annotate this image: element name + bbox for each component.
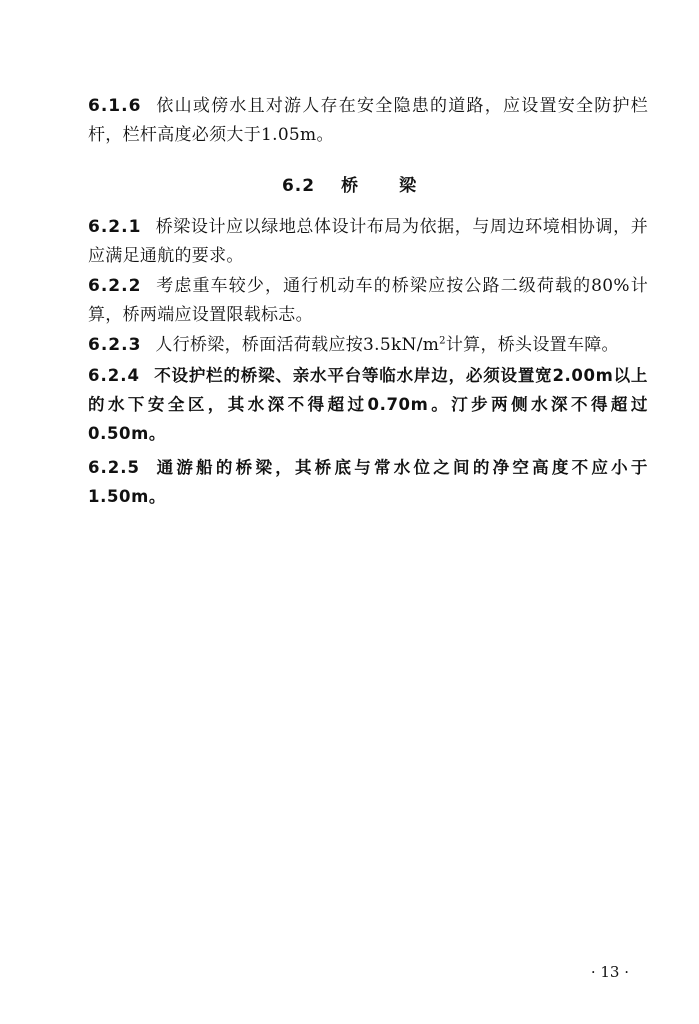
clause-6-2-5: [88, 453, 648, 511]
clause-number: 6.2.3: [88, 335, 142, 355]
clause-6-2-3: [88, 331, 648, 360]
clause-text: 桥梁设计应以绿地总体设计布局为依据，与周边环境相协调，并应满足通航的要求。: [88, 217, 648, 266]
section-title-part-1: 桥: [341, 176, 360, 196]
superscript: 2: [439, 335, 446, 347]
clause-6-1-6: [88, 92, 648, 150]
clause-text-before: 人行桥梁，桥面活荷载应按3.5kN/m: [155, 335, 440, 355]
clause-number: 6.1.6: [88, 96, 142, 116]
clause-number: 6.2.1: [88, 217, 142, 237]
clause-text: 通游船的桥梁，其桥底与常水位之间的净空高度不应小于1.50m。: [88, 458, 648, 506]
clause-text: 依山或傍水且对游人存在安全隐患的道路，应设置安全防护栏杆，栏杆高度必须大于1.05m。: [88, 96, 648, 145]
clause-number: 6.2.2: [88, 276, 142, 296]
clause-text: 不设护栏的桥梁、亲水平台等临水岸边，必须设置宽2.00m以上的水下安全区，其水深不得超过0.70m。汀步两侧水深不得超过0.50m。: [88, 366, 648, 443]
clause-number: 6.2.4: [88, 366, 140, 385]
section-number: 6.2: [281, 176, 316, 196]
section-title-part-2: 梁: [399, 176, 418, 196]
clause-6-2-2: [88, 272, 648, 330]
clause-6-2-1: [88, 213, 648, 271]
clause-text: 考虑重车较少，通行机动车的桥梁应按公路二级荷载的80%计算，桥两端应设置限载标志。: [88, 276, 648, 325]
page-number: · 13 ·: [590, 963, 629, 981]
section-heading: [0, 171, 699, 196]
clause-6-2-4: [88, 361, 648, 448]
clause-number: 6.2.5: [88, 458, 140, 477]
clause-text-after: 计算，桥头设置车障。: [445, 335, 619, 355]
